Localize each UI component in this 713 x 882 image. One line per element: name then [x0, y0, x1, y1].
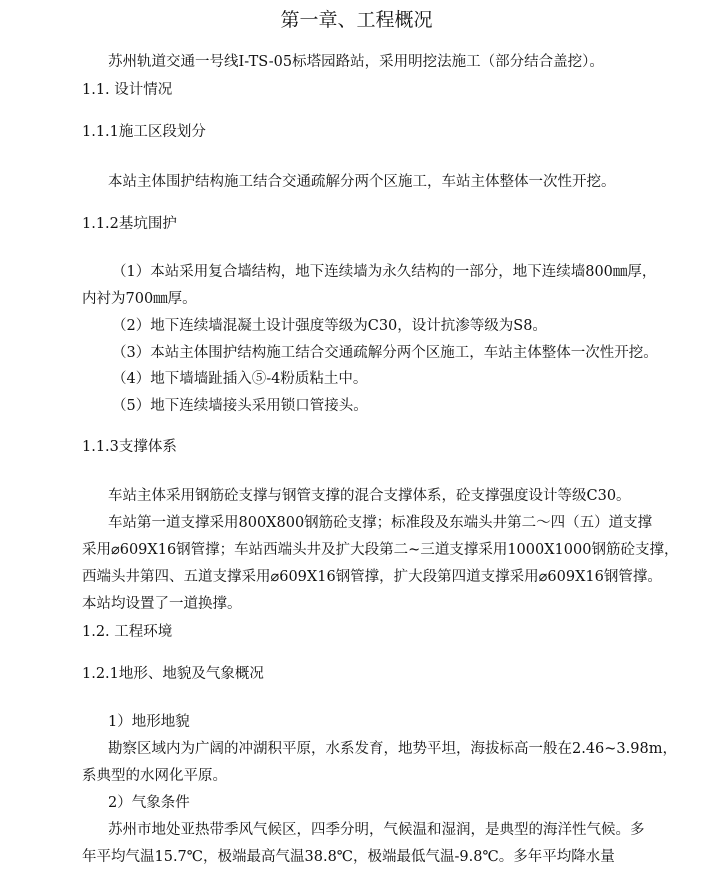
paragraph-terrain-line: 勘察区域内为广阔的冲湖积平原，水系发育，地势平坦，海拔标高一般在2.46~3.98m，	[108, 741, 677, 757]
section-heading-1-1-1: 1.1.1施工区段划分	[82, 124, 206, 140]
section-heading-1-2: 1.2. 工程环境	[82, 624, 173, 640]
subheading-terrain: 1）地形地貌	[108, 714, 190, 730]
paragraph-zone-division: 本站主体围护结构施工结合交通疏解分两个区施工，车站主体整体一次性开挖。	[108, 174, 616, 190]
list-item-2: （2）地下连续墙混凝土设计强度等级为C30，设计抗渗等级为S8。	[112, 318, 547, 334]
paragraph-supports-line: 采用⌀609X16钢管撑；车站西端头井及扩大段第二~三道支撑采用1000X1000钢筋砼支撑，	[82, 542, 679, 558]
paragraph-climate-line: 年平均气温15.7℃，极端最高气温38.8℃，极端最低气温-9.8℃。多年平均降水量	[82, 849, 615, 865]
list-item-4: （4）地下墙墙趾插入⑤-4粉质粘土中。	[112, 371, 368, 387]
section-heading-1-1-3: 1.1.3支撑体系	[82, 439, 177, 455]
chapter-title: 第一章、工程概况	[280, 9, 433, 31]
paragraph-climate-line: 苏州市地处亚热带季风气候区，四季分明，气候温和湿润，是典型的海洋性气候。多	[108, 822, 645, 838]
paragraph-terrain-line: 系典型的水网化平原。	[82, 768, 227, 784]
paragraph-support-system: 车站主体采用钢筋砼支撑与钢管支撑的混合支撑体系，砼支撑强度设计等级C30。	[108, 488, 631, 504]
section-heading-1-1-2: 1.1.2基坑围护	[82, 216, 177, 232]
section-heading-1-1: 1.1. 设计情况	[82, 82, 173, 98]
paragraph-supports-line: 车站第一道支撑采用800X800钢筋砼支撑；标准段及东端头井第二～四（五）道支撑	[108, 515, 653, 531]
list-item-1-cont: 内衬为700㎜厚。	[82, 291, 197, 307]
paragraph-supports-line: 西端头井第四、五道支撑采用⌀609X16钢管撑，扩大段第四道支撑采用⌀609X16钢管撑。	[82, 569, 662, 585]
section-heading-1-2-1: 1.2.1地形、地貌及气象概况	[82, 666, 264, 682]
list-item-5: （5）地下连续墙接头采用锁口管接头。	[112, 398, 368, 414]
intro-paragraph: 苏州轨道交通一号线Ⅰ-TS-05标塔园路站，采用明挖法施工（部分结合盖挖）。	[108, 54, 604, 70]
list-item-1: （1）本站采用复合墙结构，地下连续墙为永久结构的一部分，地下连续墙800㎜厚，	[112, 264, 657, 280]
paragraph-supports-line: 本站均设置了一道换撑。	[82, 596, 242, 612]
subheading-climate: 2）气象条件	[108, 795, 190, 811]
list-item-3: （3）本站主体围护结构施工结合交通疏解分两个区施工，车站主体整体一次性开挖。	[112, 345, 658, 361]
